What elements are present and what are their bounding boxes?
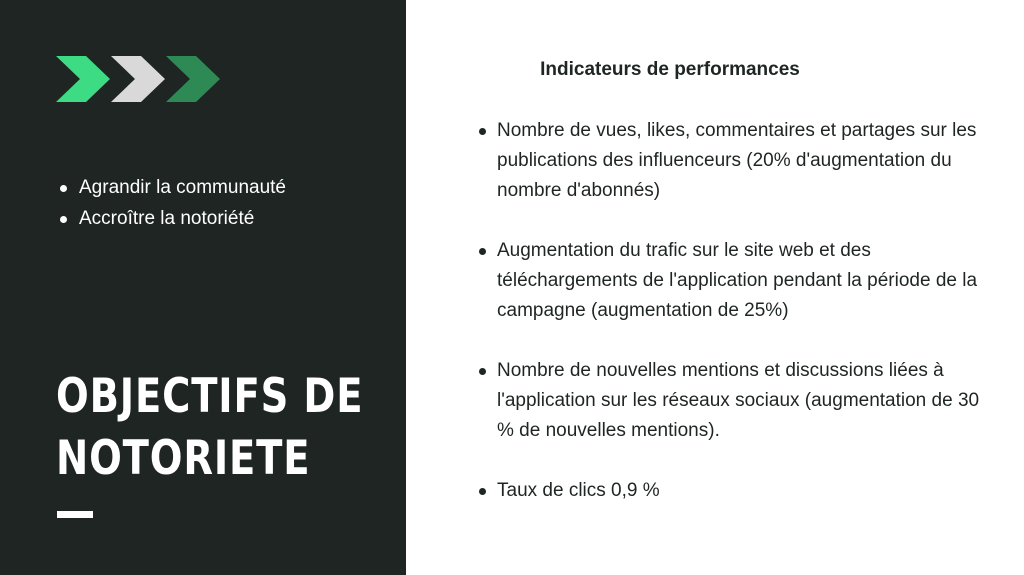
chevron-icon-1: [56, 56, 110, 102]
kpi-item: Nombre de nouvelles mentions et discussions liées à l'application sur les réseaux sociaux (augmentation de 30 % de nouvelles mentions).: [478, 356, 998, 446]
slide-title-line: OBJECTIFS DE: [56, 369, 364, 424]
objectives-list: [58, 172, 286, 234]
kpi-item: Taux de clics 0,9 %: [478, 476, 998, 506]
objective-item: Agrandir la communauté: [58, 172, 286, 203]
chevron-icon-3: [166, 56, 220, 102]
kpi-list: [478, 116, 998, 536]
kpi-item: Nombre de vues, likes, commentaires et partages sur les publications des influenceurs (20% d'augmentation du nombre d'abonnés): [478, 116, 998, 206]
slide-title: [56, 366, 364, 490]
kpi-heading: Indicateurs de performances: [540, 59, 800, 80]
slide-title-line: NOTORIETE: [56, 431, 311, 486]
left-panel: [0, 0, 406, 575]
objective-item: Accroître la notoriété: [58, 203, 286, 234]
chevron-icon-2: [111, 56, 165, 102]
title-underline-bar: [57, 511, 93, 518]
chevron-arrows-icon: [56, 56, 220, 102]
kpi-item: Augmentation du trafic sur le site web et des téléchargements de l'application pendant la période de la campagne (augmentation de 25%): [478, 236, 998, 326]
